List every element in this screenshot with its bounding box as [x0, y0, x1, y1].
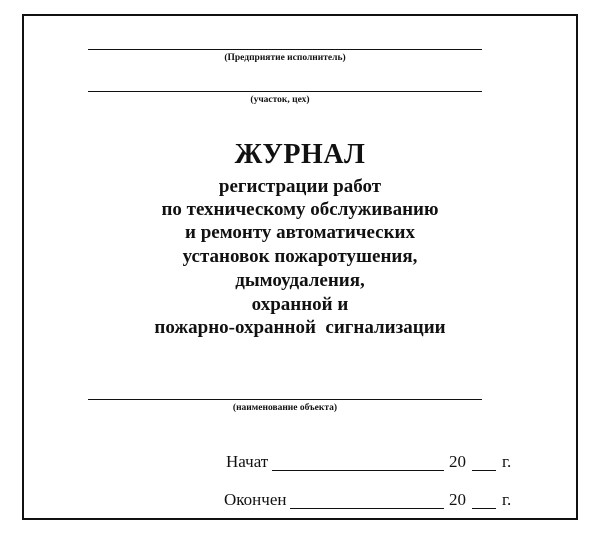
started-year-blank[interactable]	[472, 470, 496, 471]
title-line-5: дымоудаления,	[235, 270, 365, 291]
title-line-1: регистрации работ	[218, 176, 382, 197]
section-field-line	[88, 91, 482, 92]
object-name-field-line	[88, 399, 482, 400]
ended-date-blank[interactable]	[290, 508, 444, 509]
started-label: Начат	[226, 452, 269, 471]
title-line-6: охранной и	[251, 294, 349, 315]
ended-label: Окончен	[224, 490, 287, 509]
title-line-2: по техническому обслуживанию	[161, 199, 439, 220]
title-line-3: и ремонту автоматических	[185, 222, 415, 243]
started-year-suffix: г.	[502, 452, 512, 471]
object-name-caption: (наименование объекта)	[232, 403, 338, 413]
ended-century: 20	[449, 490, 466, 509]
started-date-row	[0, 452, 600, 474]
started-date-blank[interactable]	[272, 470, 444, 471]
title-line-4: установок пожаротушения,	[182, 246, 418, 267]
enterprise-field-line	[88, 49, 482, 50]
title-line-7: пожарно-охранной сигнализации	[154, 317, 446, 338]
ended-year-blank[interactable]	[472, 508, 496, 509]
ended-year-suffix: г.	[502, 490, 512, 509]
enterprise-caption: (Предприятие исполнитель)	[224, 53, 346, 63]
journal-title: ЖУРНАЛ	[234, 139, 366, 170]
ended-date-row	[0, 490, 600, 512]
started-century: 20	[449, 452, 466, 471]
section-caption: (участок, цех)	[250, 95, 310, 105]
